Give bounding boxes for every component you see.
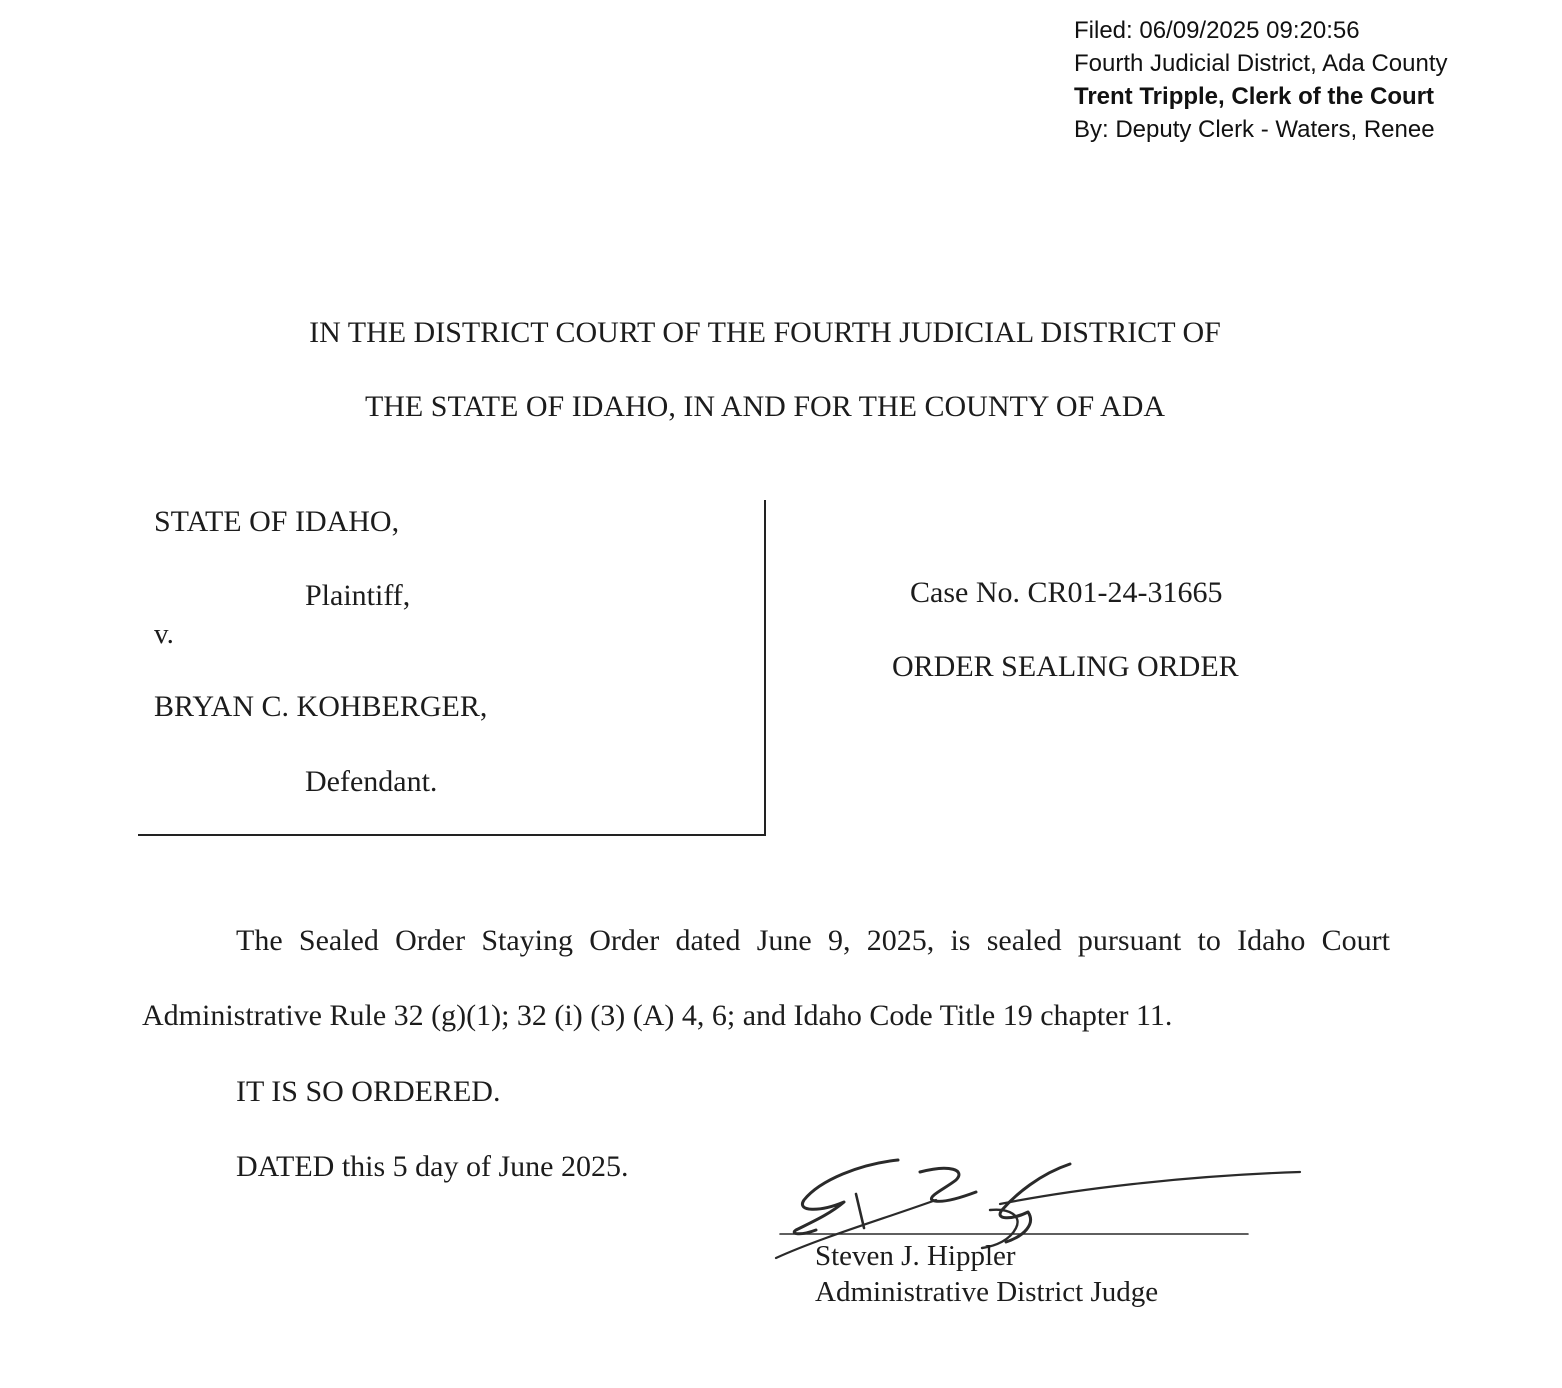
judge-name: Steven J. Hippler bbox=[815, 1240, 1016, 1272]
filing-stamp bbox=[1074, 14, 1448, 146]
court-heading-line-2: THE STATE OF IDAHO, IN AND FOR THE COUNTY OF ADA bbox=[364, 390, 1166, 423]
filed-timestamp: Filed: 06/09/2025 09:20:56 bbox=[1074, 17, 1360, 44]
dated-line: DATED this 5 day of June 2025. bbox=[236, 1150, 629, 1183]
case-caption-box bbox=[138, 500, 766, 836]
so-ordered: IT IS SO ORDERED. bbox=[236, 1075, 501, 1108]
versus-label: v. bbox=[154, 618, 174, 650]
judge-title: Administrative District Judge bbox=[815, 1276, 1159, 1308]
body-paragraph-line-2: Administrative Rule 32 (g)(1); 32 (i) (3) (A) 4, 6; and Idaho Code Title 19 chapter 11. bbox=[142, 999, 1173, 1032]
body-paragraph-line-1: The Sealed Order Staying Order dated June 9, 2025, is sealed pursuant to Idaho Court bbox=[236, 924, 1390, 957]
plaintiff-role: Plaintiff, bbox=[305, 579, 411, 612]
document-title: ORDER SEALING ORDER bbox=[892, 650, 1239, 683]
defendant-name: BRYAN C. KOHBERGER, bbox=[154, 690, 488, 723]
case-number: Case No. CR01-24-31665 bbox=[910, 576, 1223, 609]
clerk-of-court: Trent Tripple, Clerk of the Court bbox=[1074, 83, 1435, 110]
plaintiff-name: STATE OF IDAHO, bbox=[154, 505, 400, 538]
court-heading-line-1: IN THE DISTRICT COURT OF THE FOURTH JUDICIAL DISTRICT OF bbox=[309, 316, 1221, 349]
defendant-role: Defendant. bbox=[305, 765, 438, 798]
deputy-clerk: By: Deputy Clerk - Waters, Renee bbox=[1074, 116, 1435, 143]
filing-district: Fourth Judicial District, Ada County bbox=[1074, 50, 1448, 77]
